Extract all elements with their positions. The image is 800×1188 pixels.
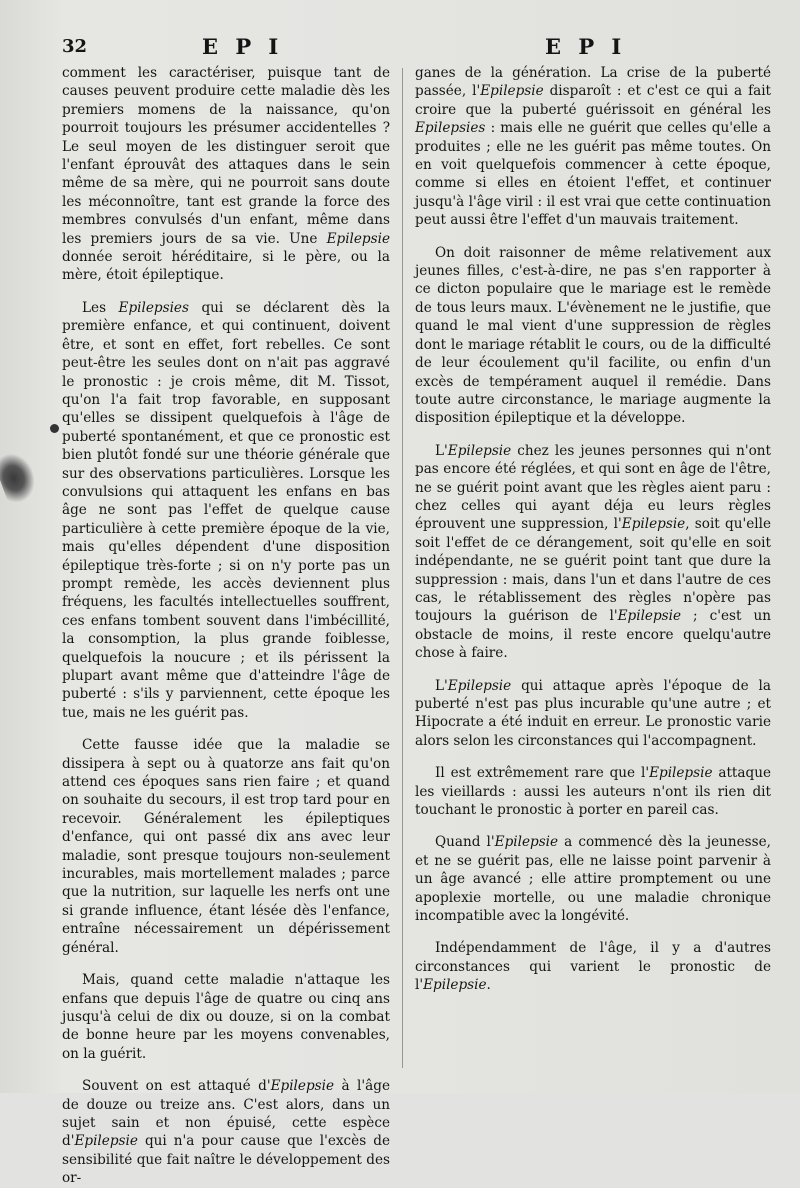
- left-column: [62, 64, 390, 1187]
- ink-blot: [0, 448, 42, 507]
- paragraph: Mais, quand cette maladie n'attaque les enfans que depuis l'âge de quatre ou cinq ans jusqu'à celui de dix ou douze, si on la combat de bonne heure par les moyens convenables, on la guérit.: [62, 972, 390, 1062]
- ink-mark: [50, 424, 59, 433]
- paragraph: L'Epilepsie chez les jeunes personnes qui n'ont pas encore été réglées, et qui sont en âge de l'être, ne se guérit point avant que les règles aient paru : chez celles qui ayant déja eu leurs règles éprouvent une suppression, l'Epilepsie, soit qu'elle soit l'effet de ce dérangement, soit qu'elle en soit indépendante, ne se guérit point tant que dure la suppression : mais, dans l'un et dans l'autre de ces cas, le rétablissement des règles n'opère pas toujours la guérison de l'Epilepsie ; c'est un obstacle de moins, il reste encore quelqu'autre chose à faire.: [415, 442, 771, 662]
- page-header: [0, 34, 800, 62]
- column-divider: [402, 68, 403, 1068]
- running-head-left: E P I: [202, 34, 284, 59]
- paragraph: Indépendamment de l'âge, il y a d'autres circonstances qui varient le pronostic de l'Epilepsie.: [415, 940, 771, 994]
- page-number: 32: [62, 36, 88, 57]
- paragraph: Cette fausse idée que la maladie se dissipera à sept ou à quatorze ans fait qu'on attend ces époques sans rien faire ; et quand on souhaite du secours, il est trop tard pour en recevoir. Généralement les épileptiques d'enfance, qui ont passé dix ans avec leur maladie, sont presque toujours non-seulement incurables, mais mortellement malades ; parce que la nutrition, sur laquelle les nerfs ont une si grande influence, étant lésée dès l'enfance, entraîne nécessairement un dépérissement général.: [62, 737, 390, 956]
- running-head-right: E P I: [545, 34, 627, 59]
- paragraph: ganes de la génération. La crise de la puberté passée, l'Epilepsie disparoît : et c'est ce qui a fait croire que la puberté guérissoit en général les Epilepsies : mais elle ne guérit que celles qu'elle a produites ; elle ne les guérit pas même toutes. On en voit quelquefois commencer à cette époque, comme si elles en étoient l'effet, et continuer jusqu'à l'âge viril : il est vrai que cette continuation peut aussi être l'effet d'un mauvais traitement.: [415, 65, 772, 229]
- paragraph: Quand l'Epilepsie a commencé dès la jeunesse, et ne se guérit pas, elle ne laisse point parvenir à un âge avancé ; elle attire promptement ou une apoplexie mortelle, ou une maladie chronique incompatible avec la longévité.: [415, 834, 771, 925]
- paragraph: Les Epilepsies qui se déclarent dès la première enfance, et qui continuent, doivent être, et sont en effet, fort rebelles. Ce sont peut-être les seules dont on n'ait pas aggravé le pronostic : je crois même, dit M. Tissot, qu'on l'a fait trop favorable, en supposant qu'elles se dissipent quelquefois à l'âge de puberté spontanément, et que ce pronostic est bien plutôt fondé sur une théorie générale que sur des observations particulières. Lorsque les convulsions qui attaquent les enfans en bas âge ne sont pas l'effet de quelque cause particulière à cette première époque de la vie, mais qu'elles dépendent d'une disposition épileptique très-forte ; si on n'y porte pas un prompt remède, les accès deviennent plus fréquens, les facultés intellectuelles souffrent, ces enfans tombent souvent dans l'imbécillité, la consomption, la plus grande foiblesse, quelquefois la noucure ; et ils périssent la plupart avant même que d'atteindre l'âge de puberté : s'ils y parviennent, cette époque les tue, mais ne les guérit pas.: [62, 299, 390, 721]
- paragraph: On doit raisonner de même relativement aux jeunes filles, c'est-à-dire, ne pas s'en rapporter à ce dicton populaire que le mariage est le remède de tous leurs maux. L'évènement ne le justifie, que quand le mal vient d'une suppression de règles dont le mariage rétablit le cours, ou de la difficulté de leur écoulement qu'il facilite, ou enfin d'un excès de tempérament auquel il remédie. Dans toute autre circonstance, le mariage augmente la disposition épileptique et la développe.: [415, 244, 771, 427]
- paragraph: L'Epilepsie qui attaque après l'époque de la puberté n'est pas plus incurable qu'une autre ; et Hipocrate a été induit en erreur. Le pronostic varie alors selon les circonstances qui l'accompagnent.: [415, 677, 771, 749]
- paragraph: Il est extrêmement rare que l'Epilepsie attaque les vieillards : aussi les auteurs n'ont ils rien dit touchant le pronostic à porter en pareil cas.: [415, 765, 771, 819]
- right-column: [415, 64, 771, 1074]
- paragraph: Souvent on est attaqué d'Epilepsie à l'âge de douze ou treize ans. C'est alors, dans un sujet sain et non épuisé, cette espèce d'Epilepsie qui n'a pour cause que l'excès de sensibilité que fait naître le développement des or-: [62, 1078, 390, 1187]
- paragraph: comment les caractériser, puisque tant de causes peuvent produire cette maladie dès les premiers momens de la naissance, qu'on pourroit toujours les présumer accidentelles ? Le seul moyen de les distinguer seroit que l'enfant éprouvât des attaques dans le sein même de sa mère, qui ne pourroit sans doute les méconnoître, tant est grande la force des membres convulsés d'un enfant, même dans les premiers jours de sa vie. Une Epilepsie donnée seroit héréditaire, si le père, ou la mère, étoit épileptique.: [62, 65, 390, 284]
